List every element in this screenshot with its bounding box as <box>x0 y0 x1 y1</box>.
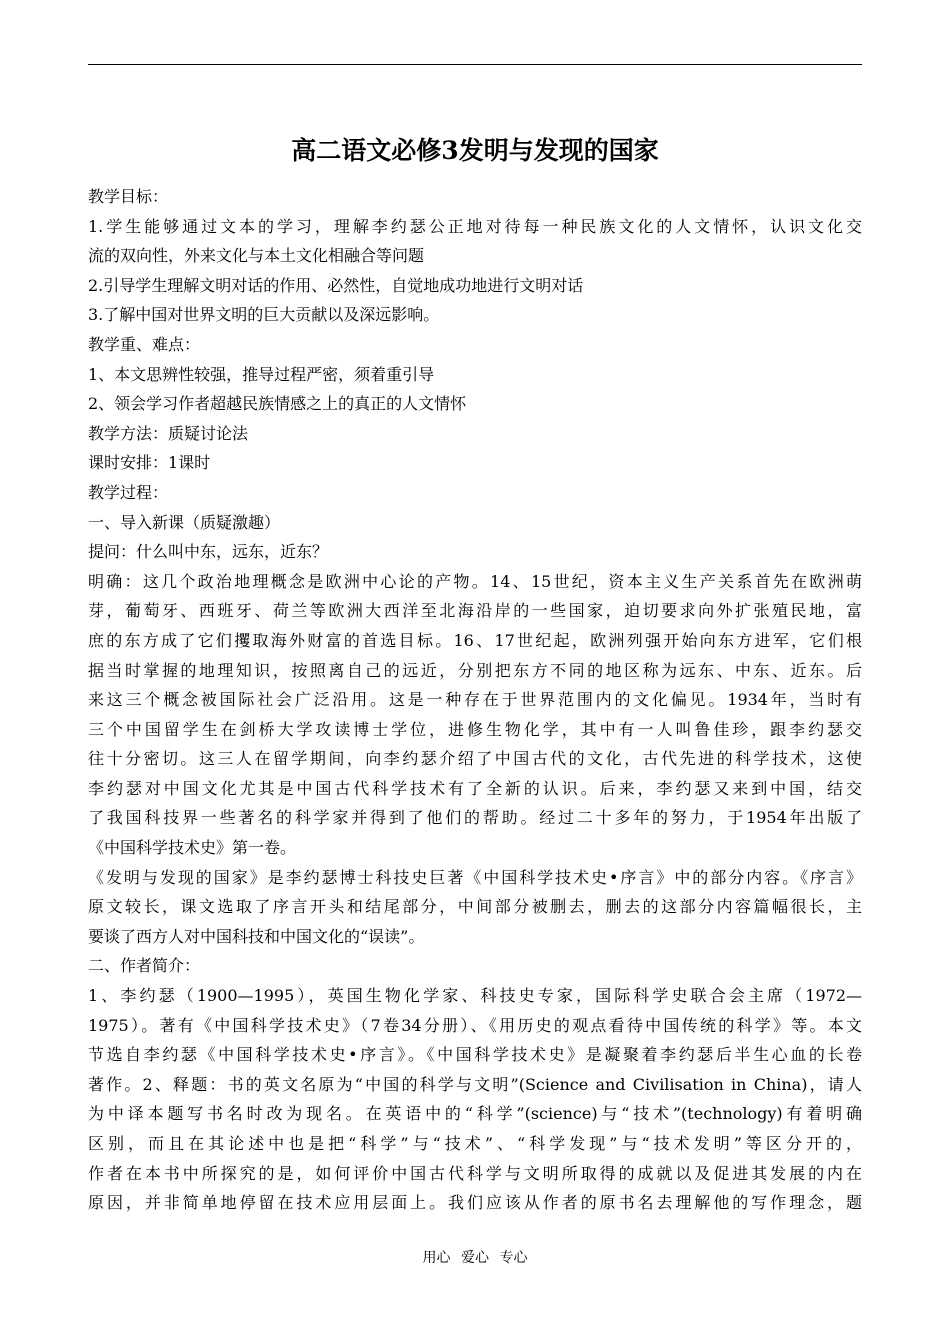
text-line: 庶的东方成了它们攫取海外财富的首选目标。16、17世纪起，欧洲列强开始向东方进军，它们根 <box>88 630 862 650</box>
text-line: 三个中国留学生在剑桥大学攻读博士学位，进修生物化学，其中有一人叫鲁佳珍，跟李约瑟交 <box>88 719 862 739</box>
text-line: 教学方法：质疑讨论法 <box>88 423 249 443</box>
text-line: 节选自李约瑟《中国科学技术史•序言》。《中国科学技术史》是凝聚着李约瑟后半生心血的长卷 <box>88 1045 862 1065</box>
text-line: 1975）。著有《中国科学技术史》（7卷34分册）、《用历史的观点看待中国传统的科学》等。本文 <box>88 1015 862 1035</box>
document-title: 高二语文必修3发明与发现的国家 <box>291 136 659 165</box>
text-line: 二、作者简介： <box>88 956 201 976</box>
text-line: 1、本文思辨性较强，推导过程严密，须着重引导 <box>88 364 435 384</box>
text-line: 往十分密切。这三人在留学期间，向李约瑟介绍了中国古代的文化，古代先进的科学技术，这使 <box>88 749 862 769</box>
text-line: 明确：这几个政治地理概念是欧洲中心论的产物。14、15世纪，资本主义生产关系首先在欧洲萌 <box>88 571 862 591</box>
text-line: 《发明与发现的国家》是李约瑟博士科技史巨著《中国科学技术史•序言》中的部分内容。《序言》 <box>88 867 862 887</box>
text-line: 区别，而且在其论述中也是把“科学”与“技术”、“科学发现”与“技术发明”等区分开的， <box>88 1134 862 1153</box>
document-body <box>88 182 862 1218</box>
text-line: 要谈了西方人对中国科技和中国文化的“误读”。 <box>88 926 425 946</box>
text-line: 来这三个概念被国际社会广泛沿用。这是一种存在于世界范围内的文化偏见。1934年，当时有 <box>88 690 862 710</box>
text-line: 了我国科技界一些著名的科学家并得到了他们的帮助。经过二十多年的努力，于1954年出版了 <box>88 808 862 828</box>
text-line: 据当时掌握的地理知识，按照离自己的远近，分别把东方不同的地区称为远东、中东、近东。后 <box>88 660 862 680</box>
text-line: 流的双向性，外来文化与本土文化相融合等问题 <box>88 246 425 266</box>
text-line: 2.引导学生理解文明对话的作用、必然性，自觉地成功地进行文明对话 <box>88 275 584 295</box>
text-line: 一、导入新课（质疑激趣） <box>88 512 281 532</box>
text-line: 教学重、难点： <box>88 334 201 354</box>
text-line: 教学过程： <box>88 482 169 502</box>
text-line: 课时安排：1课时 <box>88 453 211 473</box>
header-rule <box>88 64 862 65</box>
text-line: 2、领会学习作者超越民族情感之上的真正的人文情怀 <box>88 394 467 414</box>
text-line: 为中译本题写书名时改为现名。在英语中的“科学”(science)与“技术”(technology)有着明确 <box>88 1104 862 1124</box>
text-line: 作者在本书中所探究的是，如何评价中国古代科学与文明所取得的成就以及促进其发展的内在 <box>88 1163 862 1183</box>
text-line: 教学目标： <box>88 187 169 206</box>
text-line: 提问：什么叫中东，远东，近东？ <box>88 542 329 562</box>
text-line: 1、李约瑟（1900—1995），英国生物化学家、科技史专家，国际科学史联合会主席（1972— <box>88 986 862 1006</box>
text-line: 1.学生能够通过文本的学习，理解李约瑟公正地对待每一种民族文化的人文情怀，认识文化交 <box>88 216 862 236</box>
text-line: 3.了解中国对世界文明的巨大贡献以及深远影响。 <box>88 305 440 325</box>
page-footer: 用心 爱心 专心 <box>422 1250 528 1266</box>
text-line: 《中国科学技术史》第一卷。 <box>88 838 297 858</box>
text-line: 芽，葡萄牙、西班牙、荷兰等欧洲大西洋至北海沿岸的一些国家，迫切要求向外扩张殖民地，富 <box>88 601 862 621</box>
text-line: 原因，并非简单地停留在技术应用层面上。我们应该从作者的原书名去理解他的写作理念，题 <box>88 1193 862 1213</box>
text-line: 著作。2、释题：书的英文名原为“中国的科学与文明”(Science and Civilisation in China)，请人 <box>88 1074 862 1094</box>
text-line: 李约瑟对中国文化尤其是中国古代科学技术有了全新的认识。后来，李约瑟又来到中国，结交 <box>88 778 862 798</box>
text-line: 原文较长，课文选取了序言开头和结尾部分，中间部分被删去，删去的这部分内容篇幅很长，主 <box>88 897 862 917</box>
